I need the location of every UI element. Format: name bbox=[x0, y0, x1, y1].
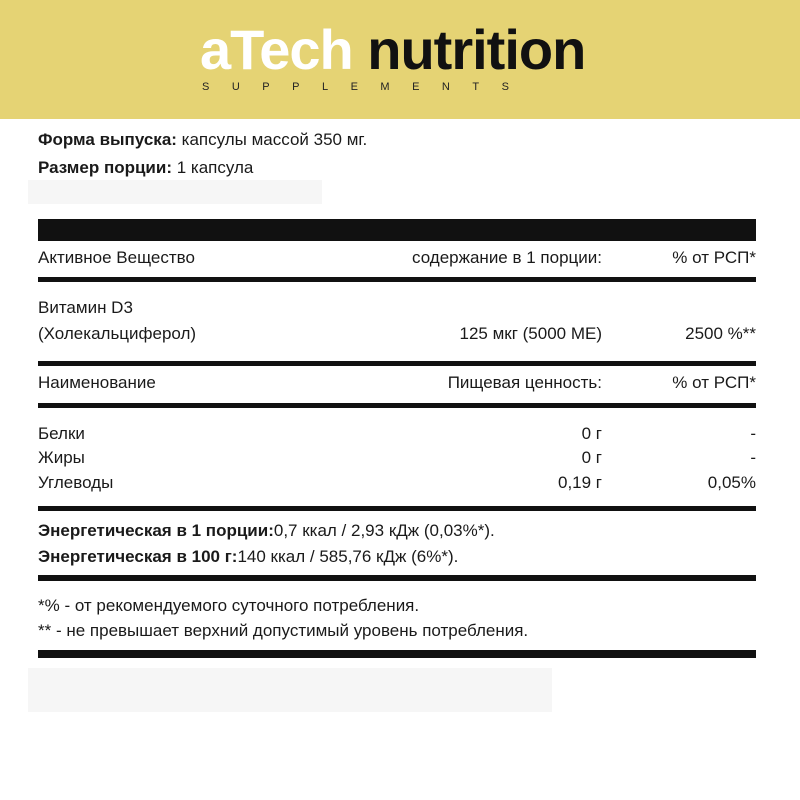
redacted-area bbox=[28, 668, 552, 712]
brand-name-part1: aTech bbox=[200, 18, 353, 81]
energy-per-serving-label: Энергетическая в 1 порции: bbox=[38, 521, 274, 540]
release-form bbox=[38, 130, 367, 150]
nutrient-percent-fat: - bbox=[750, 448, 756, 467]
serving-size-value: 1 капсула bbox=[172, 158, 254, 177]
active-row-percent: 2500 %** bbox=[685, 324, 756, 343]
serving-size bbox=[38, 158, 253, 178]
active-header-name: Активное Вещество bbox=[38, 248, 195, 267]
release-form-label: Форма выпуска: bbox=[38, 130, 177, 149]
divider bbox=[38, 506, 756, 511]
energy-per-100g-label: Энергетическая в 100 г: bbox=[38, 547, 238, 566]
energy-per-100g-value: 140 ккал / 585,76 кДж (6%*). bbox=[237, 547, 459, 566]
brand-name-part2: nutrition bbox=[367, 18, 586, 81]
footnote-upper-limit: ** - не превышает верхний допустимый уровень потребления. bbox=[38, 621, 529, 640]
table-top-bar bbox=[38, 219, 756, 241]
brand-tagline: SUPPLEMENTS bbox=[202, 81, 532, 93]
divider bbox=[38, 403, 756, 408]
divider bbox=[38, 277, 756, 282]
brand-header bbox=[0, 0, 800, 119]
brand-logo bbox=[200, 18, 586, 81]
energy-per-serving bbox=[38, 521, 495, 541]
divider bbox=[38, 361, 756, 366]
release-form-value: капсулы массой 350 мг. bbox=[176, 130, 368, 149]
nutrient-value-carbs: 0,19 г bbox=[557, 473, 602, 492]
nutrition-header-value: Пищевая ценность: bbox=[447, 373, 602, 392]
serving-size-label: Размер порции: bbox=[38, 158, 172, 177]
nutrition-header-percent: % от РСП* bbox=[672, 373, 756, 392]
nutrient-value-fat: 0 г bbox=[581, 448, 602, 467]
active-row-amount: 125 мкг (5000 МЕ) bbox=[459, 324, 602, 343]
nutrient-percent-carbs: 0,05% bbox=[707, 473, 756, 492]
nutrient-value-protein: 0 г bbox=[581, 424, 602, 443]
table-bottom-bar bbox=[38, 650, 756, 658]
nutrient-name-protein: Белки bbox=[38, 424, 85, 443]
nutrient-percent-protein: - bbox=[750, 424, 756, 443]
energy-per-100g bbox=[38, 547, 458, 567]
redacted-area bbox=[28, 180, 322, 204]
active-row-name-line1: Витамин D3 bbox=[38, 298, 133, 317]
nutrient-name-carbs: Углеводы bbox=[38, 473, 114, 492]
active-row-name-line2: (Холекальциферол) bbox=[38, 324, 197, 343]
nutrient-name-fat: Жиры bbox=[38, 448, 85, 467]
footnote-rsp: *% - от рекомендуемого суточного потребления. bbox=[38, 596, 420, 615]
active-header-percent: % от РСП* bbox=[672, 248, 756, 267]
divider bbox=[38, 575, 756, 581]
energy-per-serving-value: 0,7 ккал / 2,93 кДж (0,03%*). bbox=[273, 521, 495, 540]
active-header-amount: содержание в 1 порции: bbox=[412, 248, 602, 267]
nutrition-header-name: Наименование bbox=[38, 373, 156, 392]
